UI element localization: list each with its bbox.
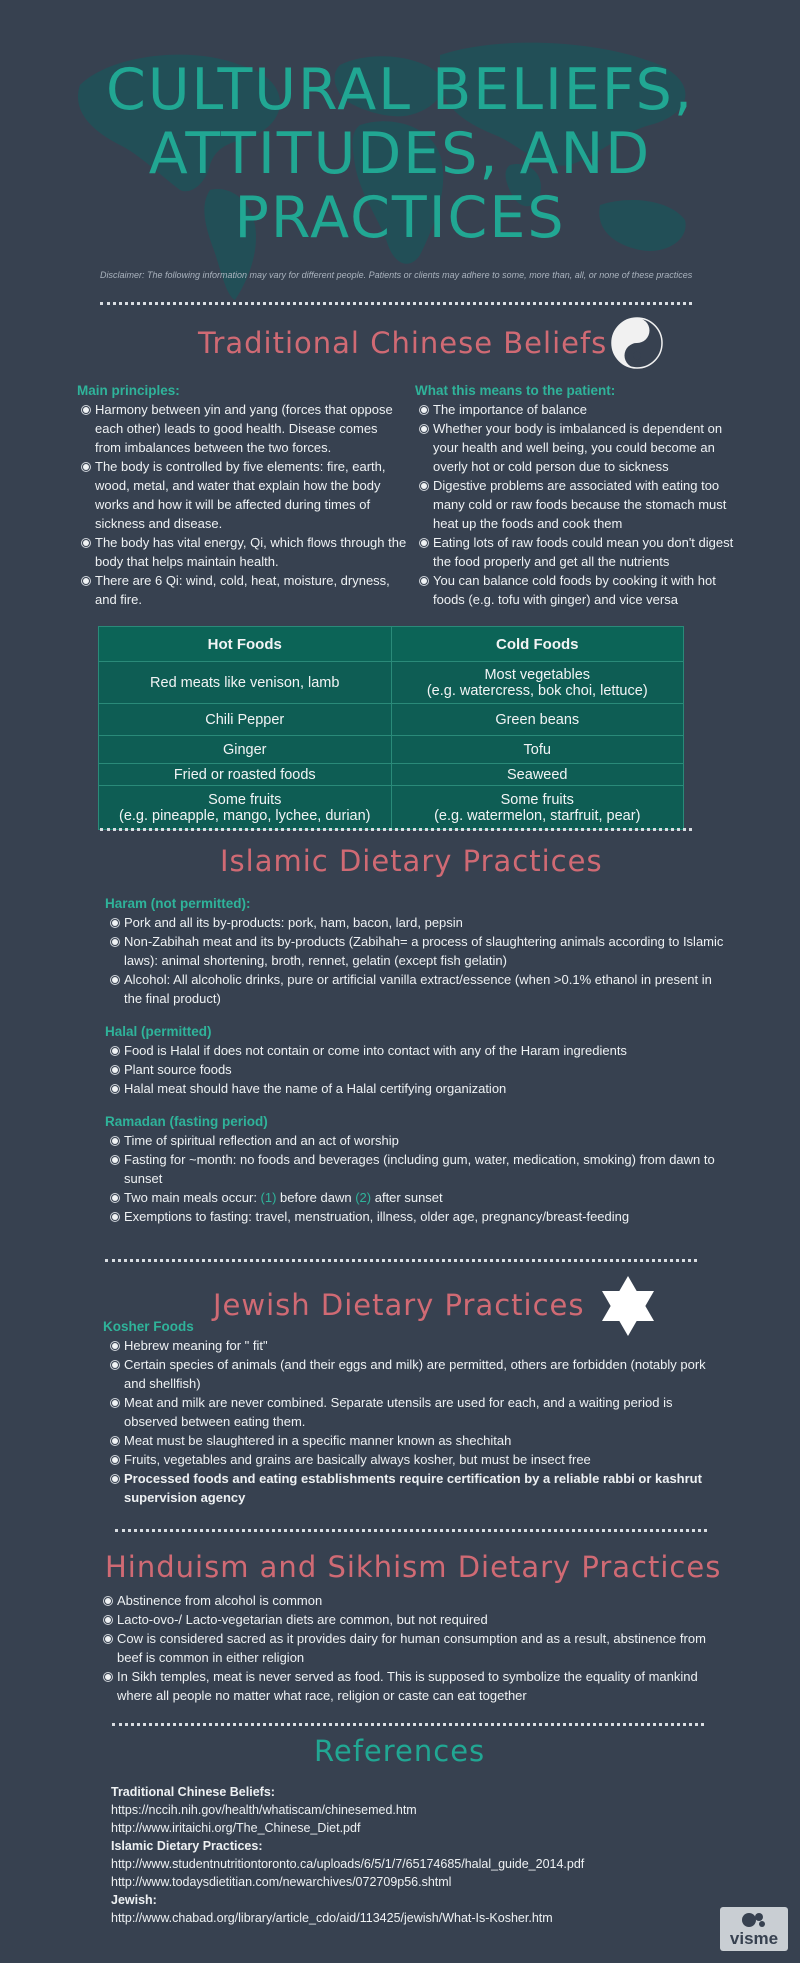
list-item: The body is controlled by five elements: fire, earth, wood, metal, and water that explain how the body works and how it will be affected during times of sickness and disease.	[82, 457, 407, 533]
ref-heading: Jewish:	[111, 1893, 157, 1907]
main-principles-heading: Main principles:	[77, 383, 180, 398]
ref-link[interactable]: https://nccih.nih.gov/health/whatiscam/chinesemed.htm	[111, 1803, 417, 1817]
list-item: Processed foods and eating establishments require certification by a reliable rabbi or kashrut supervision agency	[111, 1469, 723, 1507]
divider	[100, 828, 692, 831]
ref-link[interactable]: http://www.iritaichi.org/The_Chinese_Diet.pdf	[111, 1821, 361, 1835]
list-item: Cow is considered sacred as it provides dairy for human consumption and as a result, abstinence from beef is common in either religion	[104, 1629, 734, 1667]
list-item: Abstinence from alcohol is common	[104, 1591, 734, 1610]
table-cell: Red meats like venison, lamb	[99, 662, 392, 704]
list-item: Plant source foods	[111, 1060, 725, 1079]
main-title	[0, 58, 800, 250]
list-item: Halal meat should have the name of a Halal certifying organization	[111, 1079, 725, 1098]
yin-yang-icon	[610, 316, 664, 370]
list-item: Whether your body is imbalanced is dependent on your health and well being, you could become an overly hot or cold person due to sickness	[420, 419, 750, 476]
chinese-main-principles	[77, 382, 407, 609]
list-item: Lacto-ovo-/ Lacto-vegetarian diets are common, but not required	[104, 1610, 734, 1629]
table-cell: Ginger	[99, 736, 392, 764]
references-list	[111, 1783, 711, 1927]
table-cell: Chili Pepper	[99, 704, 392, 736]
list-item: Pork and all its by-products: pork, ham, bacon, lard, pepsin	[111, 913, 725, 932]
meal-number: (2)	[355, 1190, 372, 1205]
haram-heading: Haram (not permitted):	[105, 896, 251, 911]
table-cell	[99, 786, 392, 830]
list-item: In Sikh temples, meat is never served as food. This is supposed to symbolize the equality of mankind where all people no matter what race, religion or caste can eat together	[104, 1667, 734, 1705]
hindu-section-title: Hinduism and Sikhism Dietary Practices	[105, 1550, 722, 1584]
table-cell	[391, 786, 684, 830]
cell-line: Some fruits (e.g. pineapple, mango, lychee, durian)	[119, 791, 371, 824]
main-title-line-1: CULTURAL BELIEFS,	[106, 57, 694, 123]
meals-mid: before dawn	[276, 1190, 356, 1205]
visme-logo-text: visme	[729, 1929, 779, 1948]
list-item: Eating lots of raw foods could mean you don't digest the food properly and get all the nutrients	[420, 533, 750, 571]
list-item: Non-Zabihah meat and its by-products (Zabihah= a process of slaughtering animals according to Islamic laws): animal shortening, broth, rennet, gelatin (except fish gelatin)	[111, 932, 725, 970]
cell-line: Most vegetables (e.g. watercress, bok choi, lettuce)	[426, 666, 648, 699]
halal-heading: Halal (permitted)	[105, 1024, 212, 1039]
list-item: The body has vital energy, Qi, which flows through the body that helps maintain health.	[82, 533, 407, 571]
meal-number: (1)	[260, 1190, 277, 1205]
meals-suffix: after sunset	[371, 1190, 443, 1205]
list-item: Digestive problems are associated with eating too many cold or raw foods because the stomach must heat up the foods and cook them	[420, 476, 750, 533]
list-item	[111, 1188, 725, 1207]
list-item: Meat must be slaughtered in a specific manner known as shechitah	[111, 1431, 723, 1450]
cold-foods-header: Cold Foods	[391, 627, 684, 662]
divider	[105, 1259, 697, 1262]
hot-cold-foods-table	[98, 626, 684, 830]
table-cell	[391, 662, 684, 704]
cell-line: Some fruits (e.g. watermelon, starfruit, pear)	[434, 791, 641, 824]
table-cell: Green beans	[391, 704, 684, 736]
ref-link[interactable]: http://www.todaysdietitian.com/newarchives/072709p56.shtml	[111, 1875, 452, 1889]
list-item: Alcohol: All alcoholic drinks, pure or artificial vanilla extract/essence (when >0.1% ethanol in present in the final product)	[111, 970, 725, 1008]
hindu-content	[104, 1591, 734, 1705]
list-item: Certain species of animals (and their eggs and milk) are permitted, others are forbidden (notably pork and shellfish)	[111, 1355, 723, 1393]
list-item: Meat and milk are never combined. Separate utensils are used for each, and a waiting period is observed between eating them.	[111, 1393, 723, 1431]
list-item: Time of spiritual reflection and an act of worship	[111, 1131, 725, 1150]
patient-meaning-heading: What this means to the patient:	[415, 383, 616, 398]
list-item: Hebrew meaning for " fit"	[111, 1336, 723, 1355]
ref-link[interactable]: http://www.studentnutritiontoronto.ca/uploads/6/5/1/7/65174685/halal_guide_2014.pdf	[111, 1857, 585, 1871]
jewish-section-title: Jewish Dietary Practices	[213, 1288, 585, 1322]
ref-link[interactable]: http://www.chabad.org/library/article_cdo/aid/113425/jewish/What-Is-Kosher.htm	[111, 1911, 553, 1925]
visme-logo-icon	[739, 1910, 769, 1930]
list-item: Fruits, vegetables and grains are basically always kosher, but must be insect free	[111, 1450, 723, 1469]
list-item: Harmony between yin and yang (forces that oppose each other) leads to good health. Disease comes from imbalances between the two forces.	[82, 400, 407, 457]
list-item: Exemptions to fasting: travel, menstruation, illness, older age, pregnancy/breast-feeding	[111, 1207, 725, 1226]
table-cell: Tofu	[391, 736, 684, 764]
table-cell: Fried or roasted foods	[99, 764, 392, 786]
jewish-content	[103, 1318, 723, 1507]
kosher-heading: Kosher Foods	[103, 1319, 194, 1334]
divider	[112, 1723, 704, 1726]
meals-prefix: Two main meals occur:	[124, 1190, 261, 1205]
list-item: The importance of balance	[420, 400, 750, 419]
divider	[115, 1529, 707, 1532]
divider	[100, 302, 692, 305]
ramadan-heading: Ramadan (fasting period)	[105, 1114, 268, 1129]
islamic-section-title: Islamic Dietary Practices	[220, 844, 603, 878]
ref-heading: Traditional Chinese Beliefs:	[111, 1785, 275, 1799]
main-title-line-2: ATTITUDES, AND	[148, 121, 652, 187]
list-item: Fasting for ~month: no foods and beverages (including gum, water, medication, smoking) from dawn to sunset	[111, 1150, 725, 1188]
visme-logo[interactable]	[720, 1907, 788, 1951]
table-cell: Seaweed	[391, 764, 684, 786]
disclaimer: Disclaimer: The following information may vary for different people. Patients or clients may adhere to some, more than, all, or none of these practices	[100, 270, 693, 280]
main-title-line-3: PRACTICES	[234, 185, 566, 251]
references-title: References	[314, 1734, 486, 1768]
ref-heading: Islamic Dietary Practices:	[111, 1839, 263, 1853]
islamic-content	[105, 895, 725, 1226]
chinese-patient-meaning	[415, 382, 750, 609]
list-item: You can balance cold foods by cooking it with hot foods (e.g. tofu with ginger) and vice versa	[420, 571, 750, 609]
chinese-section-title: Traditional Chinese Beliefs	[198, 326, 608, 360]
list-item: There are 6 Qi: wind, cold, heat, moisture, dryness, and fire.	[82, 571, 407, 609]
list-item: Food is Halal if does not contain or come into contact with any of the Haram ingredients	[111, 1041, 725, 1060]
hot-foods-header: Hot Foods	[99, 627, 392, 662]
